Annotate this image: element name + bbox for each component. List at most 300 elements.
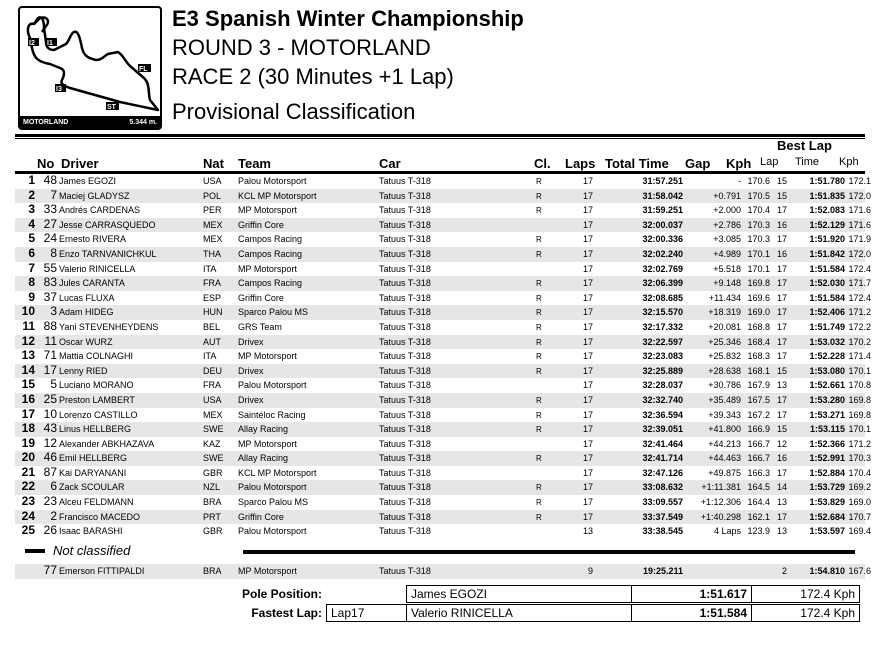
avg-speed: 168.3 [747,351,770,362]
car-number: 48 [43,173,57,187]
class: R [536,395,542,405]
table-row [15,304,871,320]
table-row [15,275,871,291]
best-lap-speed: 172.0 [848,190,871,201]
nationality: HUN [203,307,223,318]
nationality: POL [203,190,222,201]
team-name: Allay Racing [238,424,289,435]
nationality: ESP [203,292,222,303]
best-lap-number: 17 [776,263,787,274]
best-lap-time: 1:52.129 [809,219,845,230]
driver-name: Yani STEVENHEYDENS [59,321,159,332]
team-name: Campos Racing [238,278,303,289]
best-lap-speed: 171.7 [848,278,871,289]
table-row [15,406,871,423]
total-time: 32:17.332 [642,321,683,332]
position: 12 [21,333,35,348]
col-header-team: Team [238,156,271,171]
best-lap-number: 17 [776,321,787,332]
best-lap-time: 1:52.228 [809,351,845,362]
total-time: 32:22.597 [642,336,683,347]
car-model: Tatuus T-318 [379,234,431,245]
best-lap-speed: 171.6 [848,219,871,230]
total-time: 32:41.714 [642,453,683,464]
fastest-lap-number: Lap17 [326,604,407,622]
total-time: 32:06.399 [642,278,683,289]
avg-speed: 170.3 [747,219,770,230]
laps-completed: 17 [582,511,593,522]
total-time: 32:41.464 [642,438,683,449]
nationality: MEX [203,219,223,230]
nationality: FRA [203,380,221,391]
avg-speed: 169.0 [747,307,770,318]
nationality: BRA [203,566,222,576]
car-number: 55 [43,260,57,275]
car-model: Tatuus T-318 [379,566,431,576]
gap: +3.085 [713,234,741,245]
position: 21 [21,464,35,479]
avg-speed: 170.6 [747,176,770,186]
class: R [536,191,542,201]
car-model: Tatuus T-318 [379,351,431,362]
avg-speed: 170.1 [747,263,770,274]
class: R [536,177,542,186]
total-time: 32:28.037 [642,380,683,391]
table-row [15,421,871,437]
gap: +39.343 [708,409,741,420]
pole-driver: James EGOZI [406,585,632,603]
nationality: GBR [203,467,223,478]
car-number: 33 [43,202,57,217]
team-name: Palou Motorsport [238,380,307,391]
laps-completed: 17 [582,219,593,230]
best-lap-number: 13 [776,526,787,537]
team-name: Campos Racing [238,248,303,259]
car-number: 43 [43,421,57,436]
driver-name: Luciano MORANO [59,380,134,391]
car-number: 83 [43,275,57,290]
gap: +20.081 [708,321,741,332]
best-lap-speed: 170.3 [848,453,871,464]
gap: +25.346 [708,336,741,347]
team-name: Sparco Palou MS [238,307,309,318]
total-time: 19:25.211 [642,566,683,576]
position: 22 [21,479,35,494]
title-block [172,4,524,126]
driver-name: Enzo TARNVANICHKUL [59,248,157,259]
col-header-best-kph: Kph [839,156,859,168]
best-lap-number: 17 [776,351,787,362]
driver-name: Lenny RIED [59,365,108,376]
total-time: 33:09.557 [642,497,683,508]
class: R [536,425,542,435]
driver-name: Francisco MACEDO [59,511,141,522]
not-classified-label: Not classified [53,543,131,558]
laps-completed: 17 [582,365,593,376]
total-time: 32:02.240 [642,248,683,259]
car-number: 10 [43,406,57,421]
best-lap-time: 1:51.749 [809,321,845,332]
team-name: MP Motorsport [238,263,297,274]
position: 13 [21,348,35,363]
avg-speed: 170.5 [747,190,770,201]
class: R [536,483,542,493]
avg-speed: 168.1 [747,365,770,376]
avg-speed: 167.9 [747,380,770,391]
track-map [18,6,162,130]
driver-name: Andrés CARDENAS [59,205,141,216]
col-header-nat: Nat [203,156,224,171]
car-number: 87 [43,464,57,479]
team-name: GRS Team [238,321,282,332]
circuit-name: MOTORLAND [23,118,69,126]
laps-completed: 17 [582,497,593,508]
section-dash [25,549,45,553]
col-header-laps: Laps [565,156,596,171]
best-lap-time: 1:53.271 [809,409,845,420]
nationality: DEU [203,365,223,376]
driver-name: Emil HELLBERG [59,453,128,464]
team-name: Griffin Core [238,219,284,230]
position: 6 [28,245,35,260]
total-time: 32:47.126 [642,467,683,478]
best-lap-time: 1:53.280 [809,394,845,405]
position: 20 [21,450,35,465]
best-lap-speed: 170.7 [848,511,871,522]
car-model: Tatuus T-318 [379,438,431,449]
position: 18 [21,421,35,436]
team-name: MP Motorsport [238,351,297,362]
position: 8 [28,275,35,290]
nationality: KAZ [203,438,221,449]
total-time: 32:02.769 [642,263,683,274]
best-lap-number: 17 [776,409,787,420]
position: 19 [21,435,35,450]
best-lap-number: 17 [776,292,787,303]
avg-speed: 162.1 [747,511,770,522]
nationality: AUT [203,336,221,347]
nationality: FRA [203,278,221,289]
class: R [536,249,542,259]
nationality: USA [203,394,222,405]
car-number: 23 [43,494,57,509]
gap: +35.489 [708,394,741,405]
best-lap-number: 17 [776,205,787,216]
table-row [15,216,871,233]
sector-marker-i1: I1 [47,40,53,47]
avg-speed: 166.7 [747,438,770,449]
car-model: Tatuus T-318 [379,321,431,332]
avg-speed: 168.8 [747,321,770,332]
best-lap-speed: 171.2 [848,307,871,318]
position: 14 [21,362,35,377]
best-lap-time: 1:53.597 [809,526,845,537]
laps-completed: 17 [582,424,593,435]
avg-speed: 123.9 [747,526,770,537]
total-time: 32:23.083 [642,351,683,362]
laps-completed: 17 [582,205,593,216]
class: R [536,322,542,332]
table-row [15,333,871,350]
total-time: 32:32.740 [642,394,683,405]
class: R [536,235,542,245]
team-name: KCL MP Motorsport [238,190,317,201]
laps-completed: 13 [582,526,593,537]
nationality: SWE [203,453,224,464]
team-name: Griffin Core [238,511,284,522]
laps-completed: 17 [582,351,593,362]
col-header-no: No [37,156,55,171]
best-lap-speed: 169.4 [848,526,871,537]
col-header-best-lap-group: Best Lap [777,138,832,153]
best-lap-speed: 171.9 [848,234,871,245]
best-lap-number: 17 [776,336,787,347]
position: 1 [28,173,35,187]
nationality: MEX [203,409,223,420]
best-lap-speed: 171.4 [848,351,871,362]
col-header-best-lap: Lap [760,156,779,168]
best-lap-time: 1:51.584 [809,292,845,303]
best-lap-time: 1:53.032 [809,336,845,347]
best-lap-time: 1:51.584 [809,263,845,274]
car-model: Tatuus T-318 [379,482,431,493]
not-classified-table [15,563,871,579]
team-name: MP Motorsport [238,438,297,449]
avg-speed: 168.4 [747,336,770,347]
nationality: GBR [203,526,223,537]
car-number: 46 [43,450,57,465]
laps-completed: 17 [582,394,593,405]
header-divider [15,134,865,137]
table-row [15,318,871,335]
best-lap-number: 15 [776,365,787,376]
nationality: ITA [203,263,217,274]
best-lap-number: 14 [776,482,787,493]
car-number: 3 [50,304,57,319]
total-time: 31:59.251 [642,205,683,216]
table-row [15,563,871,579]
best-lap-speed: 172.2 [848,321,871,332]
driver-name: Oscar WURZ [59,336,113,347]
best-lap-time: 1:51.780 [809,176,845,186]
table-row [15,450,871,466]
laps-completed: 17 [582,263,593,274]
round-title: ROUND 3 - MOTORLAND [172,35,431,60]
best-lap-speed: 170.4 [848,467,871,478]
car-model: Tatuus T-318 [379,365,431,376]
driver-name: Alexander ABKHAZAVA [59,438,155,449]
race-title: RACE 2 (30 Minutes +1 Lap) [172,64,454,89]
best-lap-time: 1:52.991 [809,453,845,464]
car-number: 26 [43,523,57,538]
car-model: Tatuus T-318 [379,292,431,303]
map-footer [20,116,160,128]
table-row [15,202,871,218]
best-lap-number: 17 [776,511,787,522]
position: 4 [28,216,35,231]
best-lap-time: 1:52.366 [809,438,845,449]
position: 16 [21,391,35,406]
best-lap-number: 17 [776,234,787,245]
gap: +11.434 [708,292,741,303]
driver-name: Ernesto RIVERA [59,234,127,245]
car-model: Tatuus T-318 [379,336,431,347]
avg-speed: 169.8 [747,278,770,289]
table-row [15,494,871,510]
team-name: Drivex [238,394,264,405]
pole-time: 1:51.617 [631,585,752,603]
car-model: Tatuus T-318 [379,409,431,420]
table-row [15,173,871,189]
laps-completed: 17 [582,190,593,201]
total-time: 32:00.336 [642,234,683,245]
best-lap-time: 1:54.810 [809,566,845,576]
best-lap-number: 15 [776,424,787,435]
class: R [536,512,542,522]
table-row [15,245,871,262]
nationality: BEL [203,321,221,332]
gap: +28.638 [708,365,741,376]
laps-completed: 17 [582,380,593,391]
team-name: Campos Racing [238,234,303,245]
avg-speed: 170.3 [747,234,770,245]
best-lap-number: 16 [776,219,787,230]
nationality: PER [203,205,222,216]
team-name: Palou Motorsport [238,176,307,186]
col-header-cl: Cl. [534,156,551,171]
car-model: Tatuus T-318 [379,219,431,230]
car-number: 25 [43,391,57,406]
gap: - [738,176,741,186]
total-time: 32:25.889 [642,365,683,376]
avg-speed: 166.7 [747,453,770,464]
car-number: 8 [50,245,57,260]
position: 23 [21,494,35,509]
driver-name: Linus HELLBERG [59,424,132,435]
total-time: 32:36.594 [642,409,683,420]
best-lap-time: 1:52.406 [809,307,845,318]
team-name: Palou Motorsport [238,526,307,537]
best-lap-time: 1:53.080 [809,365,845,376]
best-lap-speed: 169.8 [848,409,871,420]
gap: +1:12.306 [700,497,741,508]
team-name: MP Motorsport [238,566,297,576]
laps-completed: 17 [582,278,593,289]
laps-completed: 9 [587,566,593,576]
laps-completed: 17 [582,467,593,478]
driver-name: Lorenzo CASTILLO [59,409,138,420]
table-row [15,479,871,495]
best-lap-time: 1:51.920 [809,234,845,245]
car-number: 6 [50,479,57,494]
total-time: 32:15.570 [642,307,683,318]
best-lap-speed: 167.6 [848,566,871,576]
avg-speed: 166.3 [747,467,770,478]
car-model: Tatuus T-318 [379,511,431,522]
best-lap-number: 16 [776,248,787,259]
class: R [536,410,542,420]
sector-marker-i3: I3 [56,86,62,93]
team-name: Palou Motorsport [238,482,307,493]
team-name: MP Motorsport [238,205,297,216]
gap: +2.000 [713,205,741,216]
table-row [15,523,871,539]
best-lap-number: 16 [776,453,787,464]
best-lap-speed: 171.6 [848,205,871,216]
best-lap-number: 12 [776,438,787,449]
laps-completed: 17 [582,234,593,245]
document-type: Provisional Classification [172,99,416,124]
table-row [15,377,871,393]
car-model: Tatuus T-318 [379,205,431,216]
driver-name: Preston LAMBERT [59,394,135,405]
laps-completed: 17 [582,438,593,449]
car-number: 71 [43,348,57,363]
best-lap-speed: 169.8 [848,394,871,405]
table-row [15,391,871,408]
class: R [536,498,542,508]
gap: +30.786 [708,380,741,391]
gap: 4 Laps [713,526,741,537]
car-model: Tatuus T-318 [379,190,431,201]
sector-marker-fl: FL [139,66,148,73]
best-lap-speed: 170.1 [848,424,871,435]
col-header-best-time: Time [795,156,820,168]
gap: +25.832 [708,351,741,362]
best-lap-speed: 170.1 [848,365,871,376]
gap: +5.518 [713,263,741,274]
team-name: Drivex [238,336,264,347]
team-name: Saintéloc Racing [238,409,306,420]
car-model: Tatuus T-318 [379,176,431,186]
best-lap-time: 1:53.829 [809,497,845,508]
best-lap-number: 15 [776,176,787,186]
position: 5 [28,231,35,246]
fastest-lap-speed: 172.4 Kph [751,604,860,622]
position: 24 [21,508,35,523]
gap: +1:40.298 [700,511,741,522]
best-lap-number: 17 [776,278,787,289]
team-name: Drivex [238,365,264,376]
team-name: Allay Racing [238,453,289,464]
best-lap-time: 1:52.030 [809,278,845,289]
best-lap-speed: 172.4 [848,263,871,274]
team-name: Griffin Core [238,292,284,303]
not-classified-divider [243,550,855,554]
car-model: Tatuus T-318 [379,380,431,391]
position: 25 [21,523,35,538]
laps-completed: 17 [582,321,593,332]
best-lap-speed: 171.2 [848,438,871,449]
driver-name: Adam HIDEG [59,307,114,318]
car-model: Tatuus T-318 [379,424,431,435]
car-number: 37 [43,289,57,304]
total-time: 32:39.051 [642,424,683,435]
position: 3 [28,202,35,217]
driver-name: Kai DARYANANI [59,467,127,478]
best-lap-time: 1:51.835 [809,190,845,201]
best-lap-speed: 170.8 [848,380,871,391]
position: 7 [28,260,35,275]
car-model: Tatuus T-318 [379,263,431,274]
not-classified-heading [25,543,130,558]
car-number: 7 [50,187,57,202]
class: R [536,337,542,347]
class: R [536,352,542,362]
col-header-kph: Kph [726,156,752,171]
nationality: MEX [203,234,223,245]
best-lap-time: 1:52.083 [809,205,845,216]
